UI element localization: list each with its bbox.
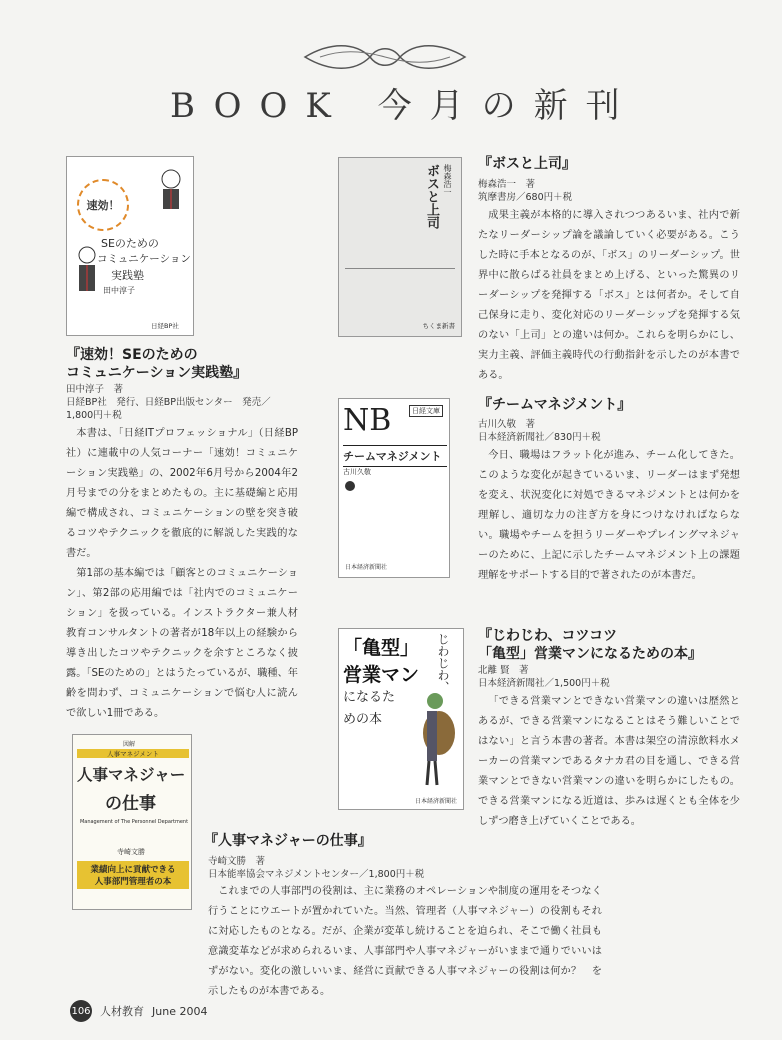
cover-title: 人事マネジャー	[77, 766, 186, 784]
book-title-line: コミュニケーション実践塾』	[66, 365, 248, 381]
page-footer	[70, 1000, 207, 1022]
book-review	[478, 446, 740, 586]
cover-english-title: Management of The Personnel Department	[79, 819, 189, 825]
book-meta	[478, 418, 601, 444]
cover-band-line: 業績向上に貢献できる	[90, 865, 176, 875]
magazine-name: 人材教育	[100, 1005, 144, 1018]
book-title-line: 『速効！SEのための	[66, 347, 198, 363]
review-paragraph: 第1部の基本編では「顧客とのコミュニケーション」、第2部の応用編では「社内でのコミュニケーション」を扱っている。インストラクター兼人材教育コンサルタントの著者が18年以上の経験から導き出したコツやテクニックを余すところなく披露。「SEのための」とはうたっているが、職種、年齢を問わず、コミュニケーションで悩む人に読んで欲しい1冊である。	[66, 568, 298, 719]
cover-author: 梅森浩一	[443, 164, 452, 196]
cover-title-block	[343, 633, 423, 731]
book-title	[478, 627, 702, 663]
cover-emblem-icon	[345, 481, 355, 491]
page-title: BOOK 今月の新刊	[170, 86, 638, 126]
review-paragraph: 「できる営業マンとできない営業マンの違いは歴然とあるが、できる営業マンになることはそう難しいことではない」と言う本書の著者。本書は架空の清涼飲料水メーカーの営業マンであるタナカ君の目を通し、できる営業マンとできない営業マンの違いを明らかにしたもの。できる営業マンになる近道は、歩みは遅くとも全体を少しずつ磨き上げていくことである。	[478, 696, 740, 827]
cover-rule	[345, 268, 455, 269]
cover-line: SEのための	[101, 237, 159, 250]
cover-author: 寺崎文勝	[117, 848, 145, 856]
book-cover-sokko	[66, 156, 194, 336]
ornament-flourish-icon	[300, 40, 470, 74]
book-author: 古川久敬 著	[478, 419, 536, 430]
book-cover-boss	[338, 157, 462, 337]
review-paragraph: 本書は、「日経ITプロフェッショナル」（日経BP社）に連載中の人気コーナー「速効！コミュニケーション実践塾」の、2002年6月号から2004年2月号までの分をまとめたもの。主に基礎編と応用編で構成され、コミュニケーションの壁を突き破るコツやテクニックを徹底的に解説した実践的な書だ。	[66, 428, 298, 559]
book-meta	[478, 664, 610, 690]
book-meta	[208, 855, 424, 881]
book-price: 1,800円＋税	[66, 410, 122, 421]
review-paragraph: 成果主義が本格的に導入されつつあるいま、社内で新たなリーダーシップ論を議論していく必要がある。こうした時に手本となるのが、「ボス」のリーダーシップ。世界中に散らばる社員をまとめ上げる、といった驚異のリーダーシップを発揮する「ボス」とは何者か。そして自己保身に走り、変化対応のリーダーシップを発揮する気のない「上司」との違いは何か。これらを明らかにし、実力主義、評価主義時代の行動指針を示したのが本書である。	[478, 210, 740, 381]
cover-line: 図解	[123, 741, 136, 748]
cover-series: 日経文庫	[409, 405, 443, 417]
book-title-line: 『じわじわ、コツコツ	[478, 628, 618, 644]
book-review	[478, 206, 740, 386]
cover-badge: 速効！	[77, 179, 129, 231]
book-publisher: 日本能率協会マネジメントセンター／1,800円＋税	[208, 869, 425, 880]
cover-line: 「亀型」	[343, 637, 420, 659]
book-cover-kame	[338, 628, 464, 810]
cover-band	[77, 861, 189, 889]
cover-band-line: 人事部門管理者の本	[94, 877, 172, 887]
cover-line: になるための本	[343, 690, 396, 727]
turtle-businessman-icon	[413, 689, 459, 789]
book-cover-team	[338, 398, 450, 578]
book-title: 『ボスと上司』	[478, 156, 576, 172]
book-title-line: 「亀型」営業マンになるための本』	[478, 646, 702, 662]
cover-line: コミュニケーション	[97, 253, 191, 265]
nb-logo-icon: NB	[343, 403, 392, 438]
character-illustration-icon	[151, 167, 191, 215]
character-illustration-icon	[73, 245, 101, 301]
cover-author: 田中淳子	[103, 286, 135, 295]
cover-line: 人事マネジメント	[77, 749, 189, 758]
book-publisher: 筑摩書房／680円＋税	[478, 192, 573, 203]
cover-title: ボスと上司	[424, 164, 439, 229]
book-publisher: 日経BP社 発行、日経BP出版センター 発売／	[66, 397, 271, 408]
book-cover-jinji	[72, 734, 192, 910]
cover-title: の仕事	[105, 794, 156, 814]
book-title	[66, 346, 247, 382]
page-number: 106	[70, 1000, 92, 1022]
cover-line: 営業マン	[343, 664, 420, 686]
book-meta	[478, 178, 572, 204]
cover-line: じわじわ、	[436, 633, 450, 693]
cover-series: ちくま新書	[422, 322, 455, 330]
book-meta	[66, 383, 271, 422]
cover-title: チームマネジメント	[343, 445, 447, 467]
cover-line: 実践塾	[111, 269, 144, 282]
book-author: 田中淳子 著	[66, 384, 124, 395]
book-author: 梅森浩一 著	[478, 179, 536, 190]
book-publisher: 日本経済新聞社／1,500円＋税	[478, 678, 610, 689]
review-paragraph: 今日、職場はフラット化が進み、チーム化してきた。このような変化が起きているいま、リーダーはまず発想を変え、状況変化に対処できるマネジメントとは何かを理解し、適切な力の注ぎ方を身につけなければならない。職場やチームを担うリーダーやプレイングマネジャーのために、上記に示したチームマネジメント上の課題理解をサポートする目的で著されたのが本書だ。	[478, 450, 740, 581]
cover-publisher: 日経BP社	[151, 322, 179, 330]
book-publisher: 日本経済新聞社／830円＋税	[478, 432, 601, 443]
review-paragraph: これまでの人事部門の役割は、主に業務のオペレーションや制度の運用をそつなく行うことにウエートが置かれていた。当然、管理者（人事マネジャー）の役割もそれに対応したものとなる。だが、企業が変革し続けることを迫られ、そこで働く社員も意識変革などが求められるいま、人事部門や人事マネジャーがいままで通りでいいはずがない。変化の激しいいま、経営に貢献できる人事マネジャーの役割は何か？ を示したものが本書である。	[208, 886, 602, 997]
cover-publisher: 日本経済新聞社	[345, 564, 388, 571]
book-title: 『人事マネジャーの仕事』	[204, 833, 372, 849]
book-author: 北離 賢 著	[478, 665, 529, 676]
book-title: 『チームマネジメント』	[478, 397, 632, 413]
book-review	[66, 424, 298, 724]
book-review	[208, 882, 602, 1002]
book-review	[478, 692, 740, 832]
issue-date: June 2004	[152, 1004, 208, 1018]
book-author: 寺崎文勝 著	[208, 856, 266, 867]
cover-author: 古川久敬	[343, 468, 371, 476]
cover-publisher: 日本経済新聞社	[414, 798, 457, 805]
